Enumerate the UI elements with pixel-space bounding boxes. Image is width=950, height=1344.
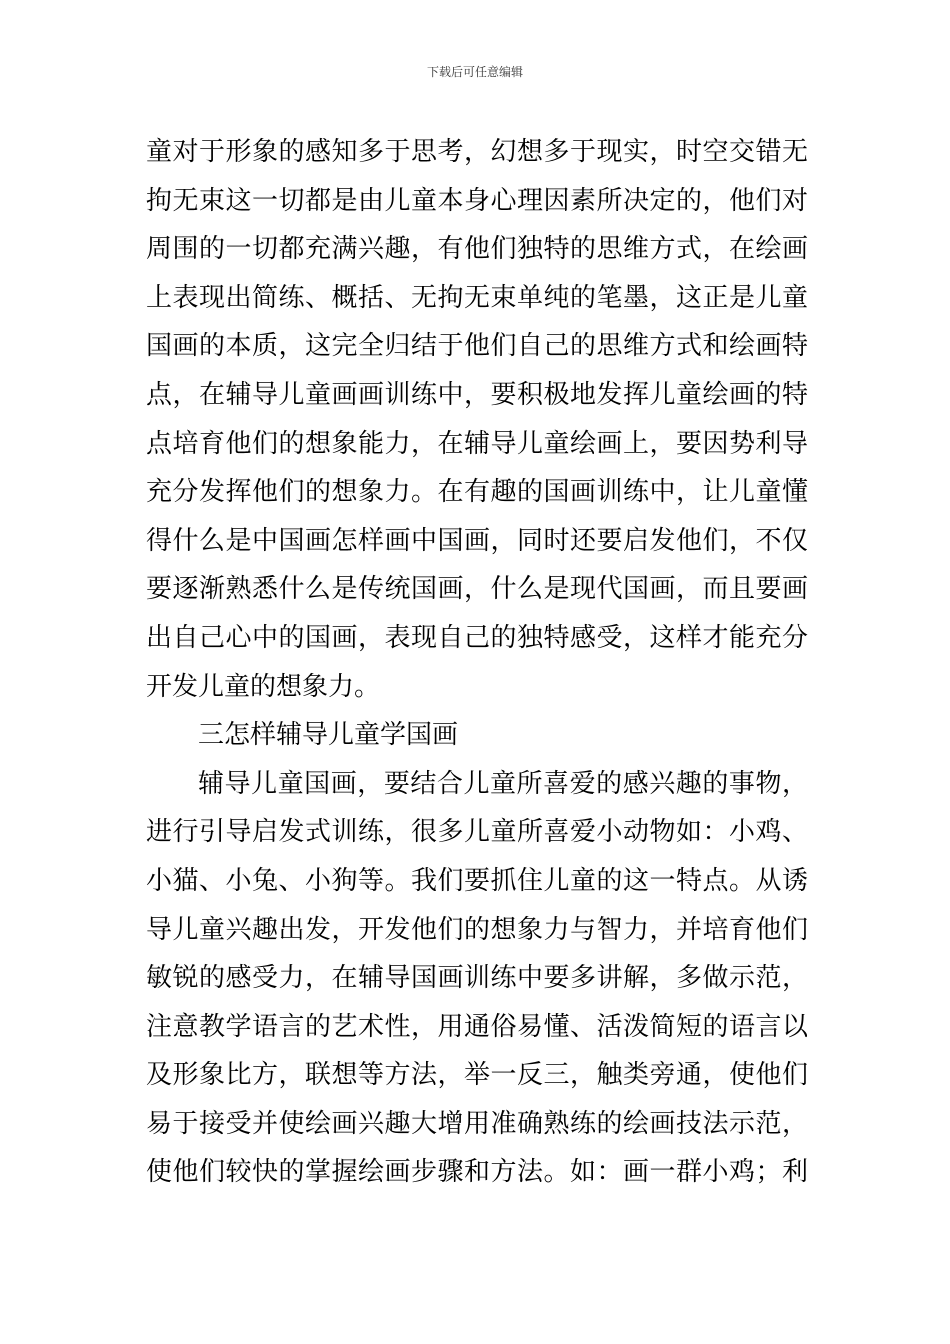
section-heading-text: 三怎样辅导儿童学国画	[198, 720, 459, 751]
text-line: 国画的本质，这完全归结于他们自己的思维方式和绘画特	[146, 331, 808, 362]
text-line: 使他们较快的掌握绘画步骤和方法。如：画一群小鸡；利	[146, 1157, 808, 1188]
document-body	[146, 128, 808, 1197]
text-line: 充分发挥他们的想象力。在有趣的国画训练中，让儿童懂	[146, 477, 808, 508]
text-line: 上表现出简练、概括、无拘无束单纯的笔墨，这正是儿童	[146, 282, 808, 313]
section-heading	[146, 711, 808, 760]
text-line: 敏锐的感受力，在辅导国画训练中要多讲解，多做示范，	[146, 963, 808, 994]
text-line: 小猫、小兔、小狗等。我们要抓住儿童的这一特点。从诱	[146, 865, 808, 896]
text-line: 易于接受并使绘画兴趣大增用准确熟练的绘画技法示范，	[146, 1108, 808, 1139]
page-header: 下载后可任意编辑	[426, 65, 523, 79]
text-line: 拘无束这一切都是由儿童本身心理因素所决定的，他们对	[146, 185, 808, 216]
paragraph-3	[146, 760, 808, 1197]
text-line: 辅导儿童国画，要结合儿童所喜爱的感兴趣的事物，	[198, 768, 808, 799]
text-line: 要逐渐熟悉什么是传统国画，什么是现代国画，而且要画	[146, 574, 808, 605]
text-line: 开发儿童的想象力。	[146, 671, 381, 702]
paragraph-1	[146, 128, 808, 711]
text-line: 点，在辅导儿童画画训练中，要积极地发挥儿童绘画的特	[146, 379, 808, 410]
text-line: 导儿童兴趣出发，开发他们的想象力与智力，并培育他们	[146, 914, 808, 945]
text-line: 进行引导启发式训练，很多儿童所喜爱小动物如：小鸡、	[146, 817, 808, 848]
text-line: 童对于形象的感知多于思考，幻想多于现实，时空交错无	[146, 137, 808, 167]
text-line: 出自己心中的国画，表现自己的独特感受，这样才能充分	[146, 622, 808, 653]
text-line: 周围的一切都充满兴趣，有他们独特的思维方式，在绘画	[146, 234, 808, 265]
text-line: 及形象比方，联想等方法，举一反三，触类旁通，使他们	[146, 1060, 808, 1091]
text-line: 点培育他们的想象能力，在辅导儿童绘画上，要因势利导	[146, 428, 808, 459]
text-line: 注意教学语言的艺术性，用通俗易懂、活泼简短的语言以	[146, 1011, 808, 1042]
text-line: 得什么是中国画怎样画中国画，同时还要启发他们，不仅	[146, 525, 808, 556]
